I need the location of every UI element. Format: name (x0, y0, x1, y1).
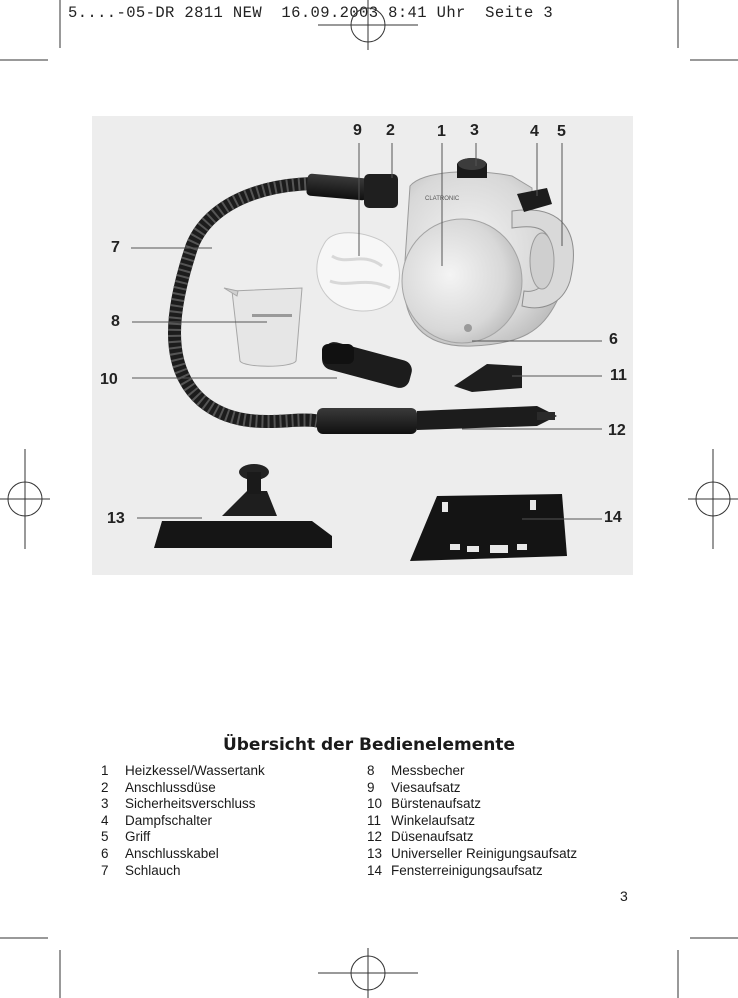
list-item (367, 796, 577, 813)
callout-12: 12 (608, 422, 626, 439)
print-slug-header: 5....-05-DR 2811 NEW 16.09.2003 8:41 Uhr Seite 3 (68, 4, 554, 22)
item-label: Schlauch (125, 862, 181, 878)
item-label: Anschlussdüse (125, 779, 216, 795)
item-label: Sicherheitsverschluss (125, 796, 256, 812)
tank-sphere (402, 219, 522, 343)
callout-9: 9 (353, 122, 362, 139)
list-item (101, 763, 265, 780)
item-label: Heizkessel/Wassertank (125, 763, 265, 778)
item-number: 2 (101, 779, 109, 795)
handle-grip (530, 233, 554, 289)
item-number: 6 (101, 845, 109, 861)
item-number: 3 (101, 796, 109, 812)
list-item (367, 846, 577, 863)
parts-list-right (367, 763, 577, 879)
item-number: 8 (367, 763, 375, 778)
product-illustration (92, 116, 633, 575)
brush-bristles (322, 344, 354, 364)
list-item (101, 829, 265, 846)
measuring-cup (232, 288, 302, 366)
callout-5: 5 (557, 123, 566, 140)
callout-6: 6 (609, 331, 618, 348)
item-label: Universeller Reinigungsaufsatz (391, 845, 578, 861)
item-label: Dampfschalter (125, 812, 213, 828)
parts-list-left (101, 763, 265, 879)
item-number: 7 (101, 862, 109, 878)
registration-mark-bottom (318, 948, 418, 998)
item-label: Fensterreinigungsaufsatz (391, 862, 543, 878)
item-number: 14 (367, 862, 383, 878)
item-label: Winkelaufsatz (391, 812, 476, 828)
item-label: Griff (125, 829, 151, 845)
item-number: 12 (367, 829, 383, 845)
list-item (367, 780, 577, 797)
list-item (367, 829, 577, 846)
item-number: 10 (367, 796, 383, 812)
cord-outlet (464, 324, 472, 332)
list-item (367, 813, 577, 830)
item-label: Bürstenaufsatz (391, 796, 482, 812)
list-item (101, 780, 265, 797)
callout-7: 7 (111, 239, 120, 256)
item-label: Anschlusskabel (125, 845, 219, 861)
list-item (101, 846, 265, 863)
universal-attachment (154, 521, 332, 548)
brand-label: CLATRONIC (425, 196, 460, 202)
callout-4: 4 (530, 123, 539, 140)
connection-nozzle (364, 174, 398, 208)
list-item (367, 863, 577, 880)
callout-8: 8 (111, 313, 120, 330)
callout-3: 3 (470, 122, 479, 139)
item-number: 9 (367, 779, 375, 795)
list-item (101, 863, 265, 880)
callout-2: 2 (386, 122, 395, 139)
item-label: Viesaufsatz (391, 779, 461, 795)
section-title: Übersicht der Bedienelemente (222, 735, 516, 755)
item-label: Düsenaufsatz (391, 829, 474, 845)
item-number: 1 (101, 763, 109, 778)
item-number: 4 (101, 812, 109, 828)
list-item (367, 763, 577, 780)
item-label: Messbecher (391, 763, 465, 778)
item-number: 13 (367, 845, 383, 861)
callout-10: 10 (100, 371, 118, 388)
registration-mark-left (0, 449, 50, 549)
callout-14: 14 (604, 509, 622, 526)
list-item (101, 813, 265, 830)
callout-1: 1 (437, 123, 446, 140)
callout-13: 13 (107, 510, 125, 527)
registration-mark-right (688, 449, 738, 549)
callout-11: 11 (610, 367, 627, 384)
list-item (101, 796, 265, 813)
item-number: 11 (367, 812, 382, 828)
hose-end-connector (317, 408, 417, 434)
page-number: 3 (620, 888, 628, 904)
item-number: 5 (101, 829, 109, 845)
